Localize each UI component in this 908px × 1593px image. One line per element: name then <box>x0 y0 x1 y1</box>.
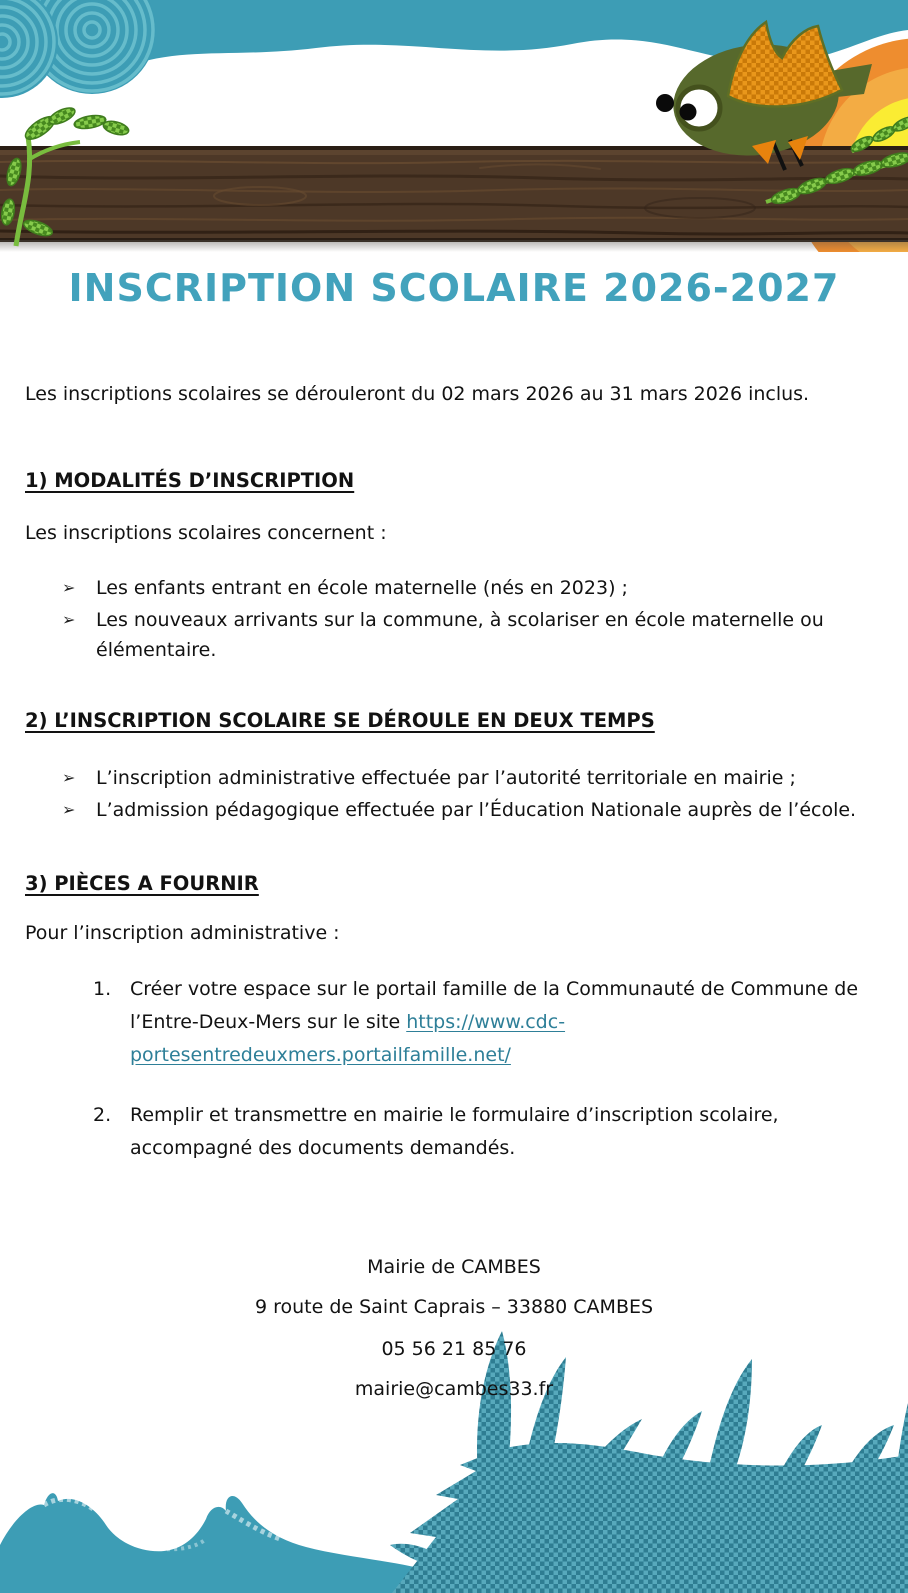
list-item <box>62 763 892 793</box>
bottom-wave <box>0 1493 468 1593</box>
spiral-pattern <box>0 0 156 98</box>
section-1-heading: 1) MODALITÉS D’INSCRIPTION <box>25 469 355 492</box>
numbered-step <box>93 973 893 1072</box>
header-illustration <box>0 0 908 252</box>
section-2-bullet-list <box>62 763 892 827</box>
list-item <box>62 795 892 825</box>
bullet-text: L’admission pédagogique effectuée par l’Éducation Nationale auprès de l’école. <box>96 799 857 821</box>
intro-paragraph: Les inscriptions scolaires se dérouleront du 02 mars 2026 au 31 mars 2026 inclus. <box>25 383 810 405</box>
section-3-lead: Pour l’inscription administrative : <box>25 922 340 944</box>
section-1-bullet-list <box>62 573 892 667</box>
arrow-bullet-icon: ➢ <box>62 800 76 819</box>
bullet-text: Les nouveaux arrivants sur la commune, à scolariser en école maternelle ou élémentaire. <box>96 609 824 661</box>
list-item <box>62 605 892 665</box>
grass-tuft <box>390 1331 908 1593</box>
section-1-lead: Les inscriptions scolaires concernent : <box>25 522 387 544</box>
bullet-text: Les enfants entrant en école maternelle (nés en 2023) ; <box>96 577 628 599</box>
footer-org: Mairie de CAMBES <box>367 1256 541 1278</box>
arrow-bullet-icon: ➢ <box>62 578 76 597</box>
step-number: 1. <box>93 978 112 1000</box>
portal-link[interactable]: https://www.cdc-portesentredeuxmers.portailfamille.net/ <box>130 1011 566 1066</box>
footer-email: mairie@cambes33.fr <box>354 1378 554 1400</box>
page-title: INSCRIPTION SCOLAIRE 2026-2027 <box>68 266 840 310</box>
bullet-text: L’inscription administrative effectuée par l’autorité territoriale en mairie ; <box>96 767 796 789</box>
step-text-before-link: Créer votre espace sur le portail famille de la Communauté de Commune de l’Entre-Deux-Mers sur le site <box>130 978 859 1033</box>
section-2-heading: 2) L’INSCRIPTION SCOLAIRE SE DÉROULE EN DEUX TEMPS <box>25 709 655 732</box>
footer-phone: 05 56 21 85 76 <box>381 1338 527 1360</box>
footer-address: 9 route de Saint Caprais – 33880 CAMBES <box>254 1296 654 1318</box>
step-text <box>130 973 893 1072</box>
arrow-bullet-icon: ➢ <box>62 610 76 629</box>
section-3-heading: 3) PIÈCES A FOURNIR <box>25 872 259 895</box>
step-number: 2. <box>93 1104 112 1126</box>
numbered-step <box>93 1099 893 1165</box>
footer-illustration <box>0 1323 908 1593</box>
step-text: Remplir et transmettre en mairie le formulaire d’inscription scolaire, accompagné des documents demandés. <box>130 1104 779 1159</box>
arrow-bullet-icon: ➢ <box>62 768 76 787</box>
list-item <box>62 573 892 603</box>
